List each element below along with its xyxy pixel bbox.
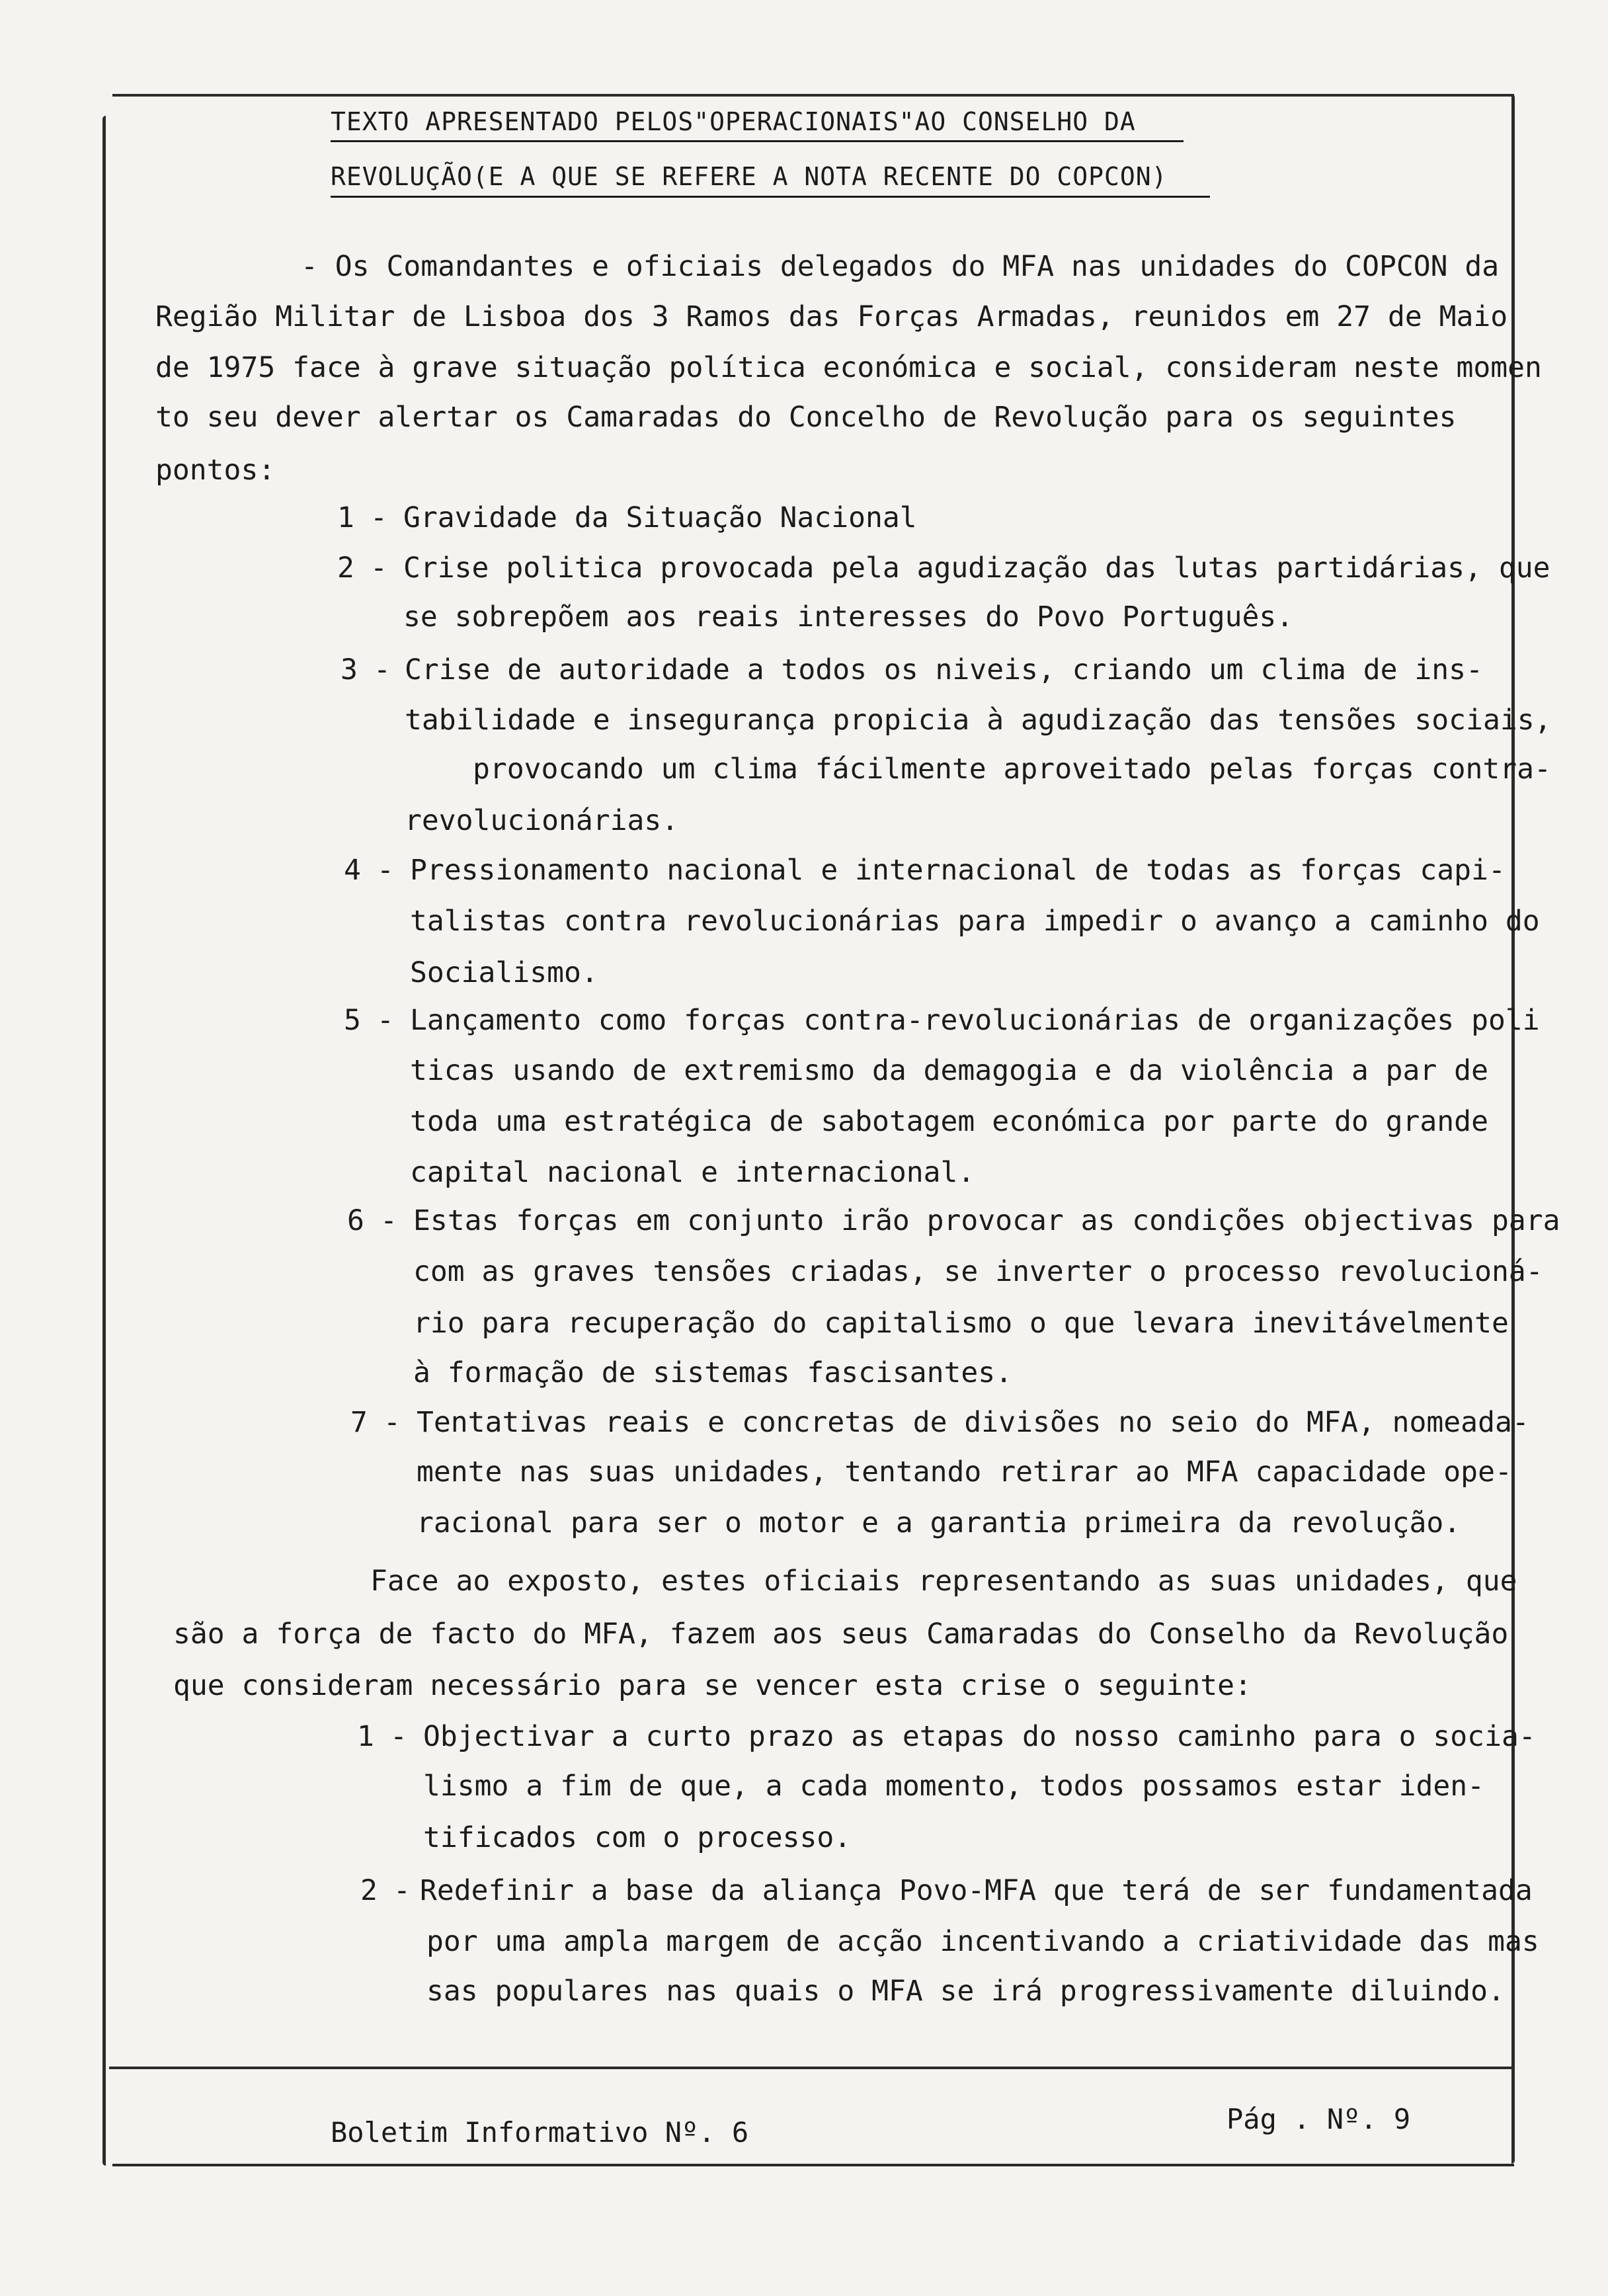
- point-line: Tentativas reais e concretas de divisões no seio do MFA, nomeada-: [417, 1406, 1529, 1439]
- proposal-number: 2: [360, 1874, 378, 1907]
- page-border-top: [112, 94, 1514, 97]
- point-dash: -: [370, 501, 387, 534]
- proposal-line: lismo a fim de que, a cada momento, todos possamos estar iden-: [423, 1770, 1485, 1803]
- proposal-line: Objectivar a curto prazo as etapas do nosso caminho para o socia-: [423, 1720, 1536, 1753]
- point-line: Estas forças em conjunto irão provocar as condições objectivas para: [413, 1204, 1560, 1237]
- conclusion-line: são a força de facto do MFA, fazem aos seus Camaradas do Conselho da Revolução: [173, 1618, 1509, 1651]
- conclusion-line: Face ao exposto, estes oficiais representando as suas unidades, que: [370, 1565, 1517, 1598]
- conclusion-line: que consideram necessário para se vencer esta crise o seguinte:: [173, 1669, 1252, 1702]
- point-line: com as graves tensões criadas, se inverter o processo revolucioná-: [413, 1255, 1543, 1288]
- intro-line: Região Militar de Lisboa dos 3 Ramos das Forças Armadas, reunidos em 27 de Maio: [155, 300, 1508, 333]
- title-underline-2: [331, 196, 1210, 198]
- point-line: ticas usando de extremismo da demagogia e da violência a par de: [410, 1054, 1488, 1087]
- point-line: à formação de sistemas fascisantes.: [413, 1356, 1013, 1389]
- point-number: 1: [337, 501, 354, 534]
- point-number: 7: [350, 1406, 368, 1439]
- page-number: Pág . Nº. 9: [1226, 2103, 1411, 2135]
- point-dash: -: [380, 1204, 397, 1237]
- proposal-dash: -: [393, 1874, 411, 1907]
- point-line: toda uma estratégica de sabotagem económica por parte do grande: [410, 1105, 1488, 1138]
- document-title-line-1: TEXTO APRESENTADO PELOS"OPERACIONAIS"AO CONSELHO DA: [331, 107, 1136, 136]
- title-underline-1: [331, 140, 1184, 142]
- intro-line: to seu dever alertar os Camaradas do Concelho de Revolução para os seguintes: [155, 401, 1457, 434]
- page-border-left: [102, 116, 106, 2166]
- point-line: rio para recuperação do capitalismo o que levara inevitávelmente: [413, 1307, 1509, 1340]
- point-line: Gravidade da Situação Nacional: [403, 501, 917, 534]
- point-number: 4: [344, 854, 361, 887]
- point-line: Crise de autoridade a todos os niveis, criando um clima de ins-: [405, 653, 1483, 686]
- point-dash: -: [377, 1004, 394, 1037]
- point-number: 3: [341, 653, 358, 686]
- page-border-right: [1511, 94, 1515, 2164]
- point-line: provocando um clima fácilmente aproveitado pelas forças contra-: [473, 753, 1551, 786]
- point-dash: -: [374, 653, 391, 686]
- point-line: revolucionárias.: [405, 804, 679, 837]
- point-dash: -: [383, 1406, 401, 1439]
- point-line: capital nacional e internacional.: [410, 1156, 975, 1189]
- proposal-line: sas populares nas quais o MFA se irá progressivamente diluindo.: [426, 1975, 1505, 2008]
- proposal-dash: -: [390, 1720, 407, 1753]
- proposal-number: 1: [357, 1720, 374, 1753]
- intro-line: pontos:: [155, 454, 276, 487]
- point-dash: -: [370, 552, 387, 585]
- point-dash: -: [377, 854, 394, 887]
- intro-line: - Os Comandantes e oficiais delegados do MFA nas unidades do COPCON da: [301, 250, 1500, 283]
- point-line: Pressionamento nacional e internacional de todas as forças capi-: [410, 854, 1506, 887]
- point-number: 2: [337, 552, 354, 585]
- point-line: tabilidade e insegurança propicia à agudização das tensões sociais,: [405, 704, 1552, 737]
- point-line: talistas contra revolucionárias para impedir o avanço a caminho do: [410, 905, 1540, 938]
- footer-divider: [109, 2067, 1514, 2069]
- point-line: Socialismo.: [410, 956, 598, 989]
- point-line: Lançamento como forças contra-revolucionárias de organizações poli: [410, 1004, 1540, 1037]
- proposal-line: por uma ampla margem de acção incentivando a criatividade das mas: [426, 1925, 1539, 1958]
- intro-line: de 1975 face à grave situação política económica e social, consideram neste momen: [155, 351, 1542, 384]
- proposal-line: Redefinir a base da aliança Povo-MFA que terá de ser fundamentada: [420, 1874, 1533, 1907]
- point-line: mente nas suas unidades, tentando retirar ao MFA capacidade ope-: [417, 1456, 1512, 1489]
- point-number: 5: [344, 1004, 361, 1037]
- point-line: Crise politica provocada pela agudização das lutas partidárias, que: [403, 552, 1550, 585]
- point-line: racional para ser o motor e a garantia primeira da revolução.: [417, 1506, 1461, 1539]
- point-line: se sobrepõem aos reais interesses do Povo Português.: [403, 600, 1294, 634]
- proposal-line: tificados com o processo.: [423, 1821, 852, 1854]
- bulletin-number: Boletim Informativo Nº. 6: [331, 2116, 749, 2149]
- point-number: 6: [347, 1204, 364, 1237]
- document-title-line-2: REVOLUÇÃO(E A QUE SE REFERE A NOTA RECENTE DO COPCON): [331, 162, 1168, 191]
- page-border-bottom: [112, 2164, 1514, 2166]
